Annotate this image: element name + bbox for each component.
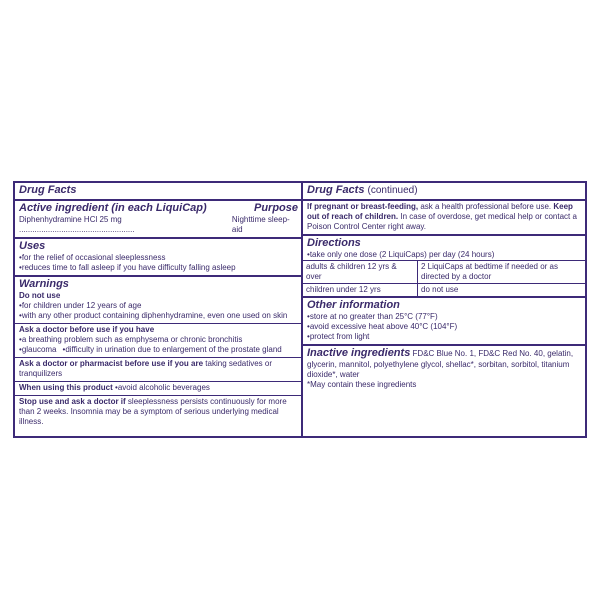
ask-pharmacist-text: taking sedatives or tranquilizers <box>19 359 272 378</box>
uses-item: • reduces time to fall asleep if you have difficulty falling asleep <box>19 263 298 273</box>
other-information-item: • avoid excessive heat above 40°C (104°F) <box>307 322 582 332</box>
do-not-use-heading: Do not use <box>19 291 61 300</box>
inactive-ingredients-text: FD&C Blue No. 1, FD&C Red No. 40, gelatin, glycerin, mannitol, polyethylene glycol, shellac*, sorbitan, sorbitol, titanium dioxide*, water <box>307 349 574 379</box>
directions-who: children under 12 yrs <box>303 284 418 297</box>
drug-facts-title-section <box>15 183 301 201</box>
table-row <box>303 284 585 297</box>
inactive-ingredients-note: *May contain these ingredients <box>307 380 417 389</box>
drug-facts-title: Drug Facts <box>19 184 77 196</box>
stop-use-section <box>15 396 301 429</box>
ask-doctor-item: • a breathing problem such as emphysema or chronic bronchitis <box>19 335 298 345</box>
continued-label: (continued) <box>367 185 418 196</box>
pregnancy-text: ask a health professional before use. <box>420 202 552 211</box>
ask-pharmacist-section <box>15 358 301 382</box>
uses-section <box>15 239 301 277</box>
table-row <box>303 261 585 284</box>
directions-table <box>303 260 585 296</box>
when-using-heading: When using this product <box>19 383 113 392</box>
stop-use-heading: Stop use and ask a doctor if <box>19 397 126 406</box>
ask-pharmacist-heading: Ask a doctor or pharmacist before use if you are <box>19 359 204 368</box>
pregnancy-warning-section <box>303 201 585 236</box>
active-ingredient-heading: Active ingredient (in each LiquiCap) <box>19 202 207 214</box>
inactive-ingredients-heading: Inactive ingredients <box>307 347 411 359</box>
warnings-heading: Warnings <box>19 278 69 290</box>
keep-out-of-reach-heading: Keep out of reach of children. <box>307 202 573 221</box>
ask-doctor-item: • difficulty in urination due to enlargement of the prostate gland <box>63 345 282 355</box>
overdose-text: In case of overdose, get medical help or contact a Poison Control Center right away. <box>307 212 577 231</box>
when-using-text: • avoid alcoholic beverages <box>115 383 210 392</box>
other-information-item: • protect from light <box>307 332 582 342</box>
directions-heading: Directions <box>307 237 361 249</box>
purpose-heading: Purpose <box>253 202 298 214</box>
drug-facts-label <box>13 181 587 438</box>
when-using-section <box>15 382 301 396</box>
do-not-use-item: • with any other product containing diphenhydramine, even one used on skin <box>19 311 298 321</box>
drug-facts-left-column <box>15 183 303 436</box>
active-ingredient-name: Diphenhydramine HCl 25 mg .................................................... <box>19 215 135 234</box>
uses-item: • for the relief of occasional sleeplessness <box>19 253 298 263</box>
other-information-heading: Other information <box>307 299 400 311</box>
purpose-text: Nighttime sleep-aid <box>231 215 290 234</box>
directions-who: adults & children 12 yrs & over <box>303 261 418 284</box>
do-not-use-item: • for children under 12 years of age <box>19 301 298 311</box>
active-ingredient-section <box>15 201 301 239</box>
other-information-section <box>303 298 585 346</box>
ask-doctor-heading: Ask a doctor before use if you have <box>19 325 155 334</box>
ask-doctor-item: • glaucoma <box>19 345 57 355</box>
directions-intro: • take only one dose (2 LiquiCaps) per day (24 hours) <box>307 250 582 260</box>
uses-heading: Uses <box>19 240 46 252</box>
other-information-item: • store at no greater than 25°C (77°F) <box>307 312 582 322</box>
stop-use-text: sleeplessness persists continuously for more than 2 weeks. Insomnia may be a symptom of serious underlying medical illness. <box>19 397 287 426</box>
drug-facts-continued-title-section <box>303 183 585 201</box>
directions-section <box>303 236 585 298</box>
drug-facts-continued-title: Drug Facts <box>307 184 365 196</box>
warnings-section <box>15 277 301 324</box>
ask-doctor-section <box>15 324 301 358</box>
inactive-ingredients-section <box>303 346 585 392</box>
pregnancy-heading: If pregnant or breast-feeding, <box>307 202 419 211</box>
drug-facts-right-column <box>303 183 585 436</box>
directions-what: 2 LiquiCaps at bedtime if needed or as directed by a doctor <box>418 261 586 284</box>
leader-dots: .................................................... <box>19 225 135 234</box>
directions-what: do not use <box>421 285 459 294</box>
